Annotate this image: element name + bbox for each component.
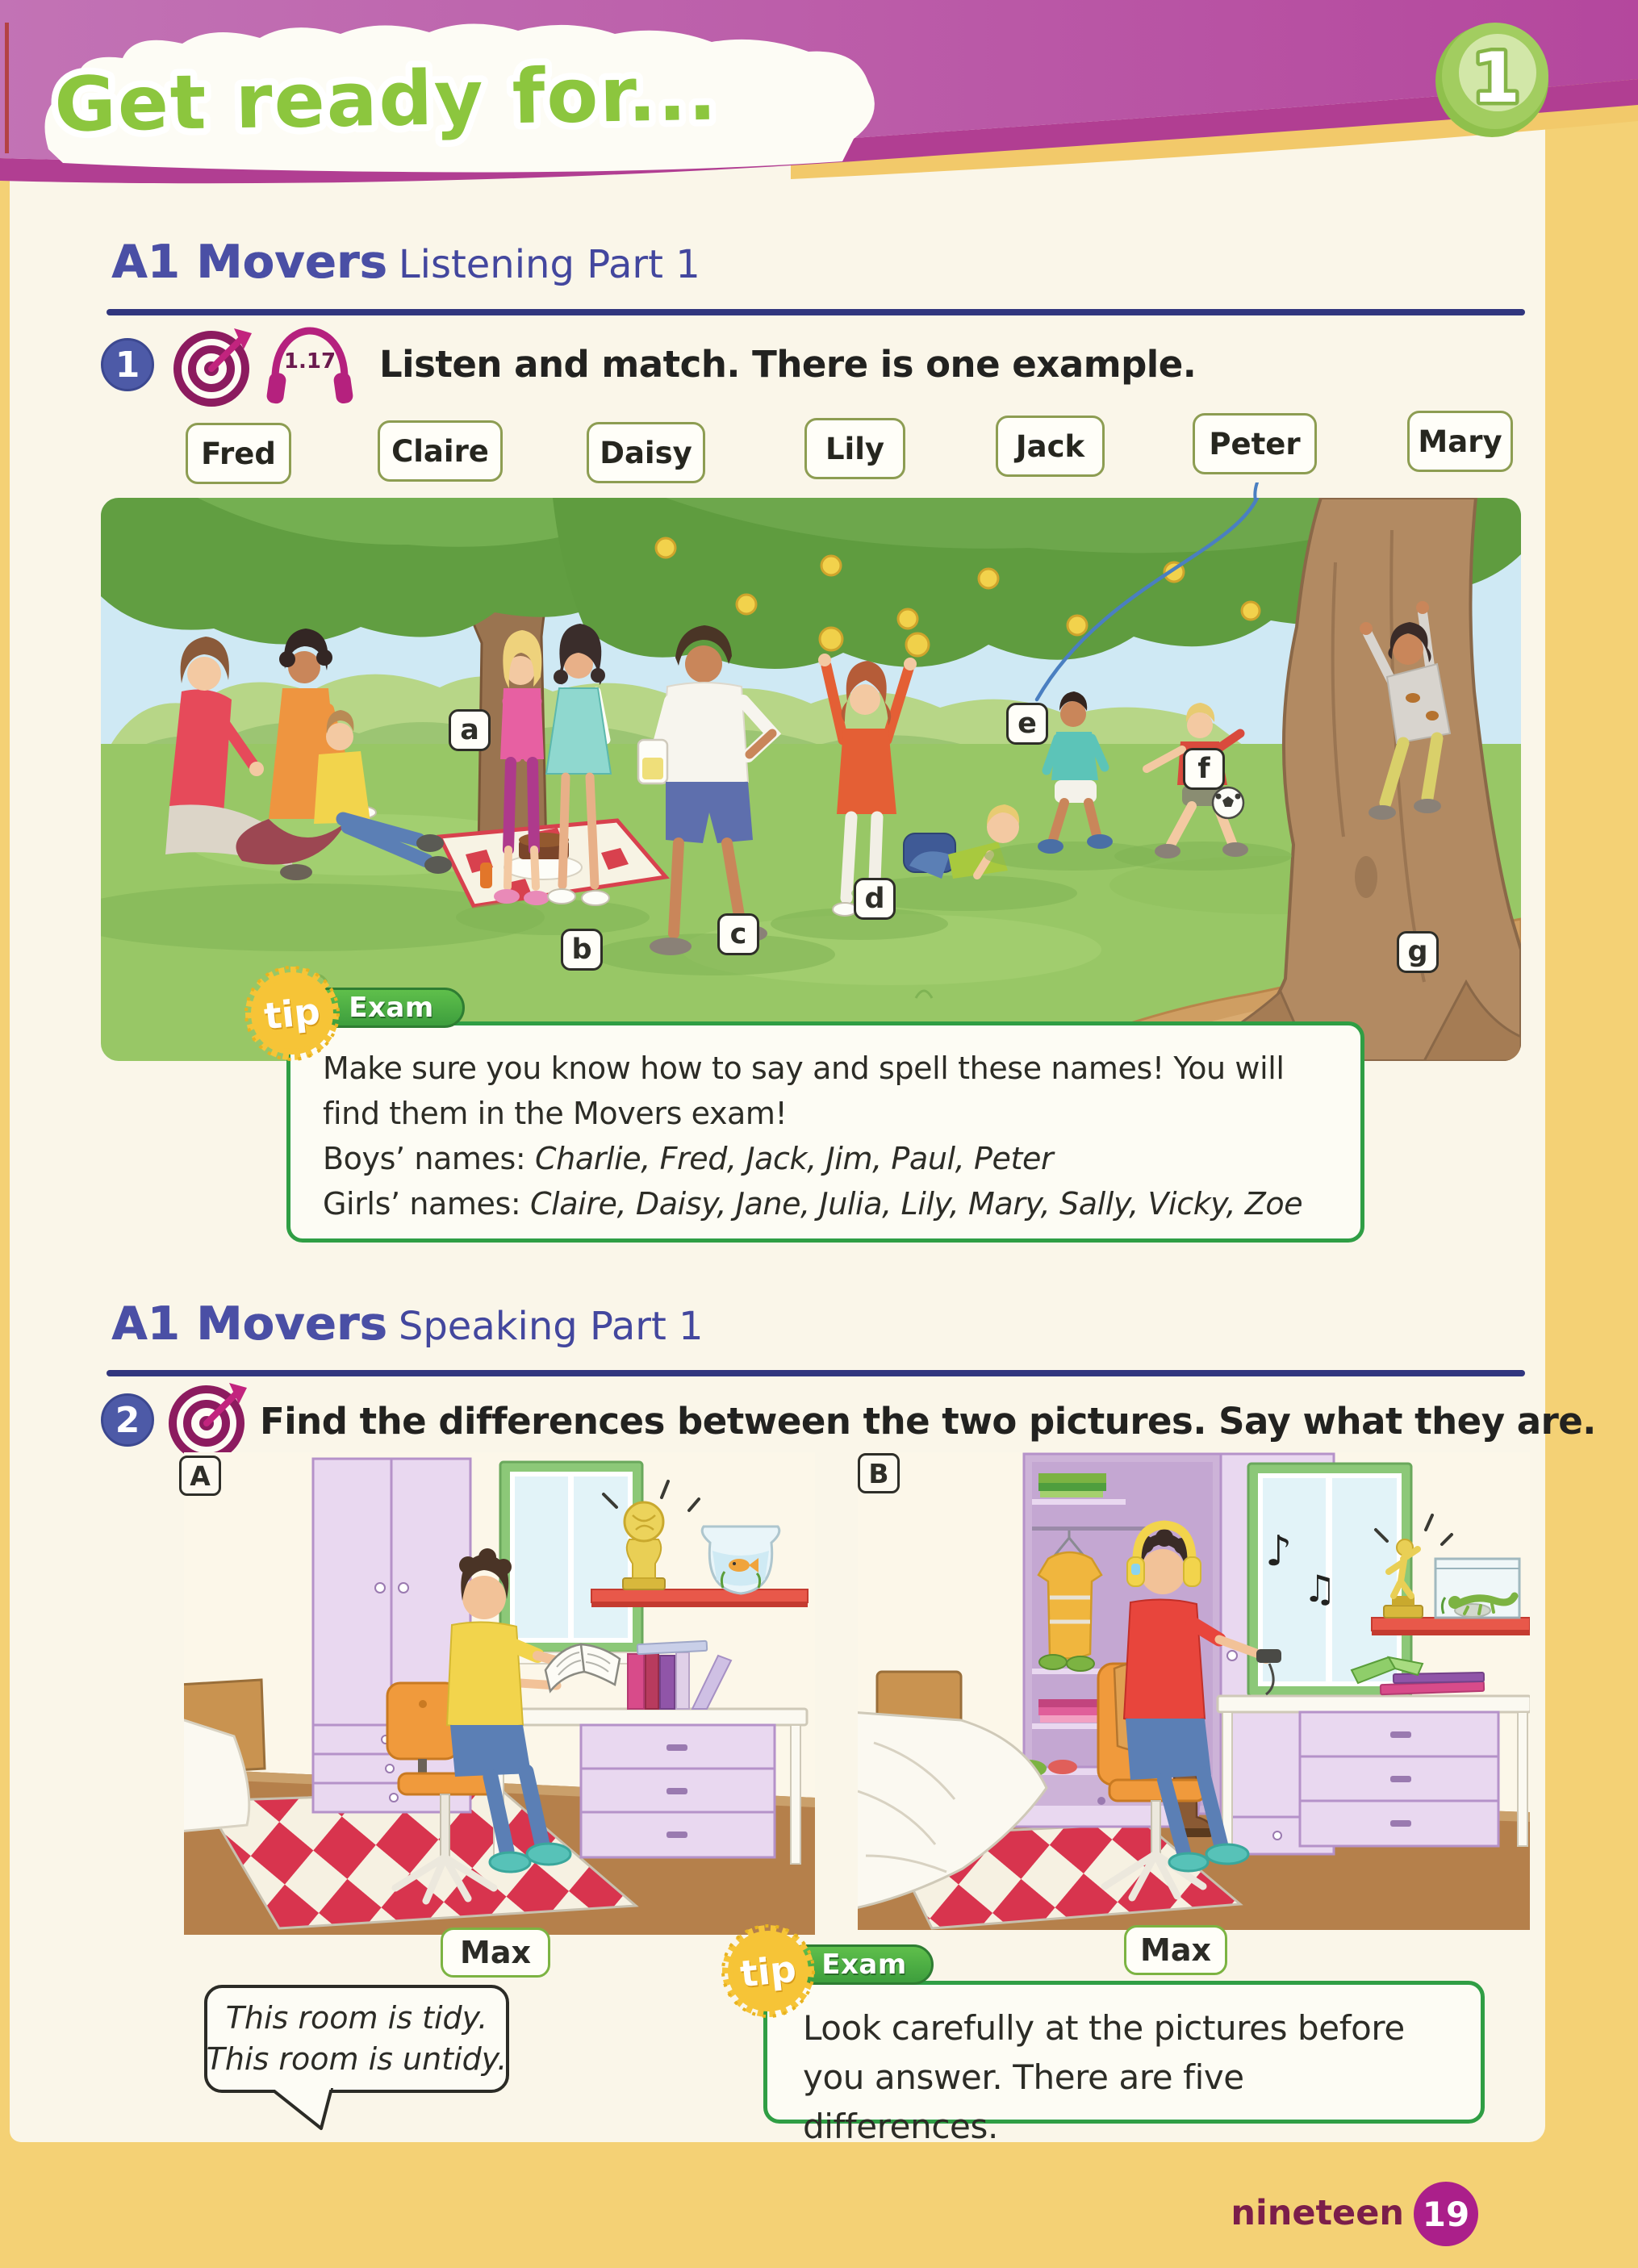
picture-a-label	[179, 1456, 221, 1496]
name-chip-peter-label: Peter	[1209, 426, 1301, 462]
exam-tag-2-text: Exam	[821, 1948, 907, 1981]
name-chip-lily[interactable]	[804, 418, 905, 479]
section2-heading-bold: A1 Movers	[111, 1297, 387, 1351]
footer-page-word: nineteen	[1231, 2193, 1404, 2233]
name-chip-claire[interactable]	[378, 420, 503, 482]
exercise2-number-badge	[101, 1393, 154, 1447]
section2-heading-rest: Speaking Part 1	[398, 1304, 704, 1349]
scene-label-a-text: a	[460, 714, 479, 746]
name-chip-claire-label: Claire	[391, 433, 489, 469]
exercise2-number: 2	[115, 1399, 140, 1441]
scene-label-d-text: d	[864, 883, 885, 915]
name-chip-fred-label: Fred	[201, 436, 276, 471]
football	[1213, 787, 1243, 818]
example-line-stub	[1243, 482, 1275, 500]
tip1-intro: Make sure you know how to say and spell these names! You will find them in the Movers exam!	[323, 1050, 1285, 1131]
max-name-chip-b	[1124, 1925, 1227, 1975]
name-chip-lily-label: Lily	[825, 431, 885, 466]
scene-label-b[interactable]	[561, 929, 603, 971]
exercise1-instruction: Listen and match. There is one example.	[379, 343, 1197, 386]
target-icon-2	[168, 1381, 249, 1462]
room-b-lizard-tank	[1435, 1559, 1519, 1618]
header-band	[0, 0, 1638, 194]
section1-heading	[111, 236, 700, 289]
scene-label-e[interactable]	[1006, 703, 1048, 745]
footer-page-number: 19	[1422, 2194, 1470, 2234]
tip1-boys-names: Charlie, Fred, Jack, Jim, Paul, Peter	[535, 1140, 1054, 1176]
exam-tip-box-2	[763, 1981, 1485, 2146]
audio-icon[interactable]	[262, 321, 357, 411]
page-edge-mark	[5, 23, 9, 153]
name-chip-peter[interactable]	[1193, 413, 1317, 474]
exercise2-instruction: Find the differences between the two pictures. Say what they are.	[260, 1400, 1596, 1443]
speech-line-1: This room is tidy.	[225, 1999, 488, 2036]
scene-label-g[interactable]	[1397, 931, 1439, 973]
tip2-text: Look carefully at the pictures before you answer. There are five differences.	[803, 2008, 1405, 2146]
scene-label-b-text: b	[571, 934, 592, 966]
name-chip-jack-label: Jack	[1015, 428, 1085, 464]
scene-label-c[interactable]	[717, 913, 759, 955]
section1-rule	[107, 309, 1525, 315]
tip1-boys-line	[323, 1137, 1328, 1182]
speech-line-2: This room is untidy.	[206, 2041, 508, 2077]
exam-tag-1-text: Exam	[349, 992, 434, 1024]
picture-a-label-text: A	[190, 1460, 211, 1492]
exam-tip-box-1	[286, 1021, 1364, 1243]
picture-b-room-untidy	[858, 1452, 1530, 1930]
tip-badge-2-text: tip	[738, 1947, 799, 1995]
scene-label-d[interactable]	[854, 878, 896, 920]
max-name-chip-a	[441, 1928, 550, 1978]
picture-b-label-text: B	[868, 1457, 889, 1489]
name-chip-daisy-label: Daisy	[600, 435, 692, 470]
picture-a-room-tidy	[184, 1452, 815, 1935]
section2-rule	[107, 1370, 1525, 1376]
exercise1-number-badge	[101, 338, 154, 391]
room-a-shelf	[591, 1589, 808, 1607]
name-chip-fred[interactable]	[186, 423, 291, 484]
tip1-boys-label: Boys’ names:	[323, 1140, 536, 1176]
name-chip-mary[interactable]	[1407, 411, 1513, 472]
max-name-chip-b-text: Max	[1140, 1932, 1211, 1968]
picture-b-label	[858, 1453, 900, 1493]
speech-bubble	[204, 1985, 509, 2093]
section2-heading	[111, 1297, 704, 1351]
tip-badge-2	[721, 1923, 816, 2019]
scene-label-c-text: c	[729, 918, 747, 950]
name-chip-jack[interactable]	[996, 416, 1105, 477]
target-icon	[173, 327, 253, 407]
scene-label-a[interactable]	[449, 709, 491, 751]
unit-number: 1	[1472, 38, 1520, 119]
name-chip-daisy[interactable]	[587, 422, 705, 483]
page-title: Get ready for...	[53, 49, 719, 148]
scene-label-f[interactable]	[1183, 748, 1225, 790]
footer-page-number-badge	[1414, 2182, 1478, 2246]
scene-label-g-text: g	[1407, 936, 1428, 968]
music-note-1: ♪	[1265, 1527, 1293, 1576]
unit-badge	[1431, 18, 1552, 139]
section1-heading-bold: A1 Movers	[111, 236, 387, 289]
scene-label-e-text: e	[1017, 708, 1037, 740]
tip1-girls-names: Claire, Daisy, Jane, Julia, Lily, Mary, Sally, Vicky, Zoe	[530, 1185, 1303, 1222]
music-note-2: ♫	[1303, 1567, 1337, 1610]
audio-track-number: 1.17	[283, 349, 336, 374]
speech-bubble-tail	[242, 2088, 355, 2138]
name-chip-mary-label: Mary	[1418, 424, 1502, 459]
room-b-shelf	[1372, 1618, 1530, 1635]
section1-heading-rest: Listening Part 1	[398, 242, 700, 287]
tip-badge-1-text: tip	[261, 989, 323, 1038]
scene-label-f-text: f	[1197, 753, 1210, 785]
exercise1-number: 1	[115, 344, 140, 386]
tip-badge-1	[244, 965, 341, 1062]
tip1-girls-line	[323, 1182, 1328, 1227]
tip1-girls-label: Girls’ names:	[323, 1185, 530, 1222]
max-name-chip-a-text: Max	[460, 1935, 531, 1970]
